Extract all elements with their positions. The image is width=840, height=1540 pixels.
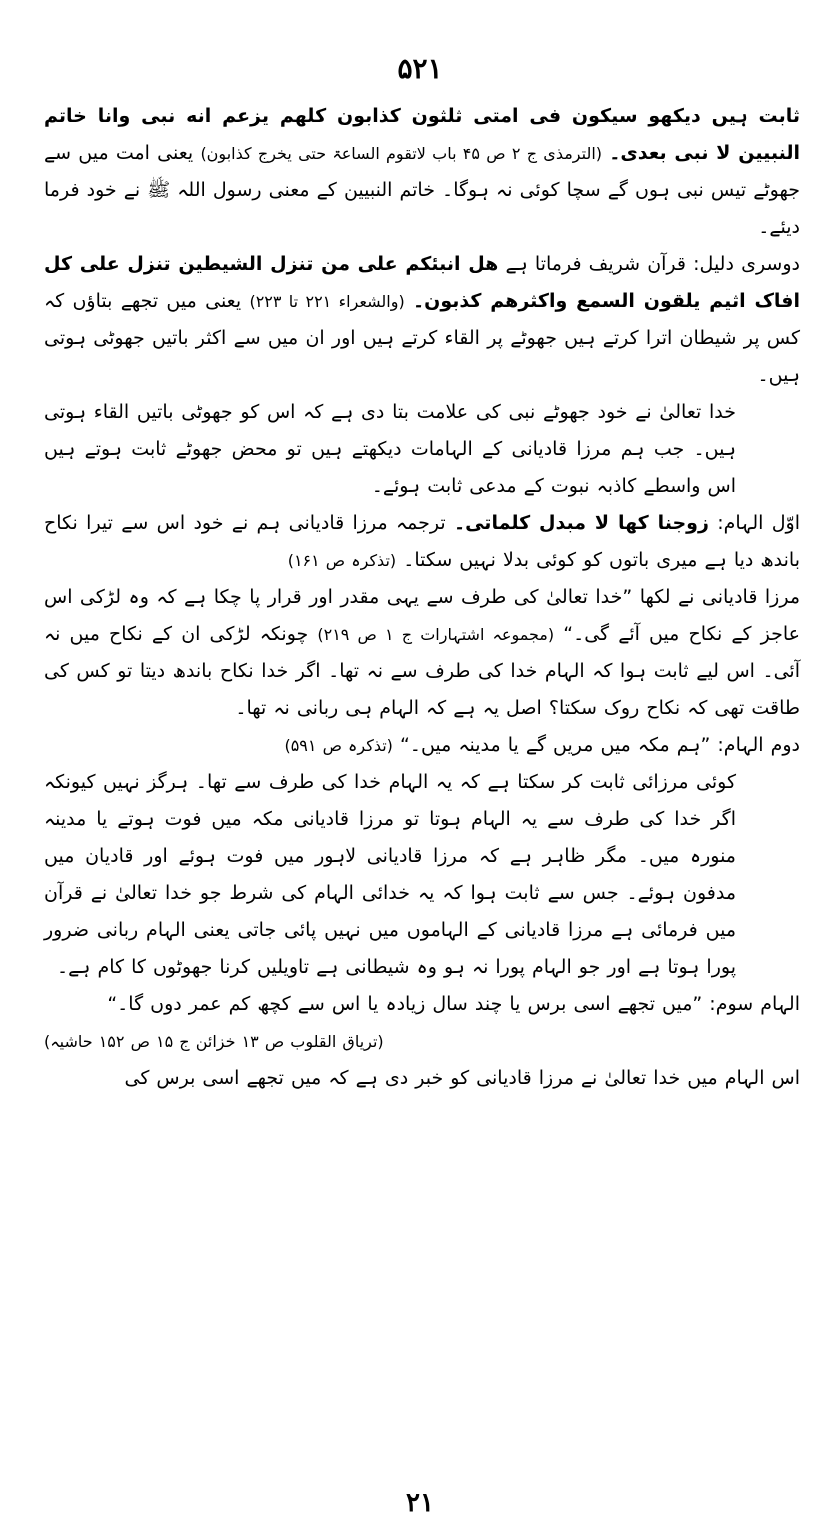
first-ilham-arabic: زوجنا کھا لا مبدل کلماتی۔ <box>453 512 709 534</box>
quran-reference: (والشعراء ۲۲۱ تا ۲۲۳) <box>249 292 405 311</box>
marriage-claim-text: مرزا قادیانی نے لکھا ”خدا تعالیٰ کی طرف سے یہی مقدر اور قرار پا چکا ہے کہ وہ لڑکی اس عاجز کے نکاح میں آئے گی۔“ <box>44 586 801 645</box>
hadith-reference: (الترمذی ج ۲ ص ۴۵ باب لاتقوم الساعۃ حتی یخرج کذابون) <box>200 144 603 163</box>
first-ilham-translation: ترجمہ مرزا قادیانی ہم نے خود اس سے تیرا نکاح باندھ دیا ہے میری باتوں کو کوئی بدلا نہیں سکتا۔ <box>44 512 800 571</box>
marriage-claim-reference: (مجموعہ اشتہارات ج ۱ ص ۲۱۹) <box>317 625 555 644</box>
paragraph-marriage-claim <box>44 579 800 727</box>
second-proof-heading: دوسری دلیل: <box>693 253 800 275</box>
hadith-arabic: ثابت ہیں دیکھو سیکون فی امتی ثلثون کذابون کلھم یزعم انه نبی وانا خاتم النبیین لا نبی بعدی۔ <box>44 105 801 164</box>
second-proof-intro: قرآن شریف فرماتا ہے <box>505 253 686 275</box>
paragraph-third-ilham: الہام سوم: ”میں تجھے اسی برس یا چند سال زیادہ یا اس سے کچھ کم عمر دوں گا۔“ <box>107 993 800 1015</box>
first-ilham-reference: (تذکرہ ص ۱۶۱) <box>287 551 397 570</box>
paragraph-second-ilham-argument: کوئی مرزائی ثابت کر سکتا ہے کہ یہ الہام خدا کی طرف سے تھا۔ ہرگز نہیں کیونکہ اگر خدا کی طرف سے یہ الہام ہوتا تو مرزا قادیانی مکہ میں فوت ہوتے یا مدینہ منورہ میں۔ مگر ظاہر ہے کہ مرزا قادیانی لاہور میں فوت ہوئے اور قادیان میں مدفون ہوئے۔ جس سے ثابت ہوا کہ یہ خدائی الہام کی شرط جو خدا تعالیٰ نے قرآن میں فرمائی ہے مرزا قادیانی کے الہاموں میں نہیں پائی جاتی یعنی الہام ربانی ضرور پورا ہوتا ہے اور جو الہام پورا نہ ہو وہ شیطانی ہے تاویلیں کرنا جھوٹوں کا کام ہے۔ <box>44 771 736 978</box>
body-text <box>44 98 800 1097</box>
paragraph-second-proof <box>44 246 800 394</box>
second-ilham-reference: (تذکرہ ص ۵۹۱) <box>284 736 393 755</box>
paragraph-hadith <box>44 98 800 246</box>
quran-verse-arabic: هل انبئکم علی من تنزل الشیطین تنزل علی کل افاک اثیم یلقون السمع واکثرهم کذبون۔ <box>44 253 800 312</box>
first-ilham-heading: اوّل الہام: <box>717 512 801 534</box>
quran-translation: یعنی میں تجھے بتاؤں کہ کس پر شیطان اترا کرتے ہیں جھوٹے پر القاء کرتے ہیں اور ان میں سے اکثر باتیں جھوٹی ہوتی ہیں۔ <box>44 290 800 386</box>
hadith-translation: یعنی امت میں سے جھوٹے تیس نبی ہوں گے سچا کوئی نہ ہوگا۔ خاتم النبیین کے معنی رسول اللہ ﷺ نے خود فرما دیئے۔ <box>44 142 800 238</box>
paragraph-third-ilham-explanation: اس الہام میں خدا تعالیٰ نے مرزا قادیانی کو خبر دی ہے کہ میں تجھے اسی برس کی <box>124 1067 800 1089</box>
paragraph-sign-of-false-prophet: خدا تعالیٰ نے خود جھوٹے نبی کی علامت بتا دی ہے کہ اس کو جھوٹی باتیں القاء ہوتی ہیں۔ جب ہم مرزا قادیانی کے الہامات دیکھتے ہیں تو محض جھوٹے ثابت ہوتے ہیں اس واسطے کاذبہ نبوت کے مدعی ثابت ہوئے۔ <box>44 401 736 497</box>
marriage-claim-conclusion: چونکہ لڑکی ان کے نکاح میں نہ آئی۔ اس لیے ثابت ہوا کہ الہام خدا کی طرف سے نہ تھا۔ اگر خدا نکاح باندھ دیتا تو کس کی طاقت تھی کہ نکاح روک سکتا؟ اصل یہ ہے کہ الہام ہی ربانی نہ تھا۔ <box>44 623 800 719</box>
paragraph-second-ilham <box>44 727 800 764</box>
page-number-top: ۵۲۱ <box>397 52 443 85</box>
third-ilham-reference: (تریاق القلوب ص ۱۳ خزائن ج ۱۵ ص ۱۵۲ حاشیہ) <box>44 1032 384 1051</box>
paragraph-first-ilham <box>44 505 800 579</box>
second-ilham-text: دوم الہام: ”ہم مکہ میں مریں گے یا مدینہ میں۔“ <box>399 734 800 756</box>
page-number-bottom: ۲۱ <box>406 1488 434 1518</box>
